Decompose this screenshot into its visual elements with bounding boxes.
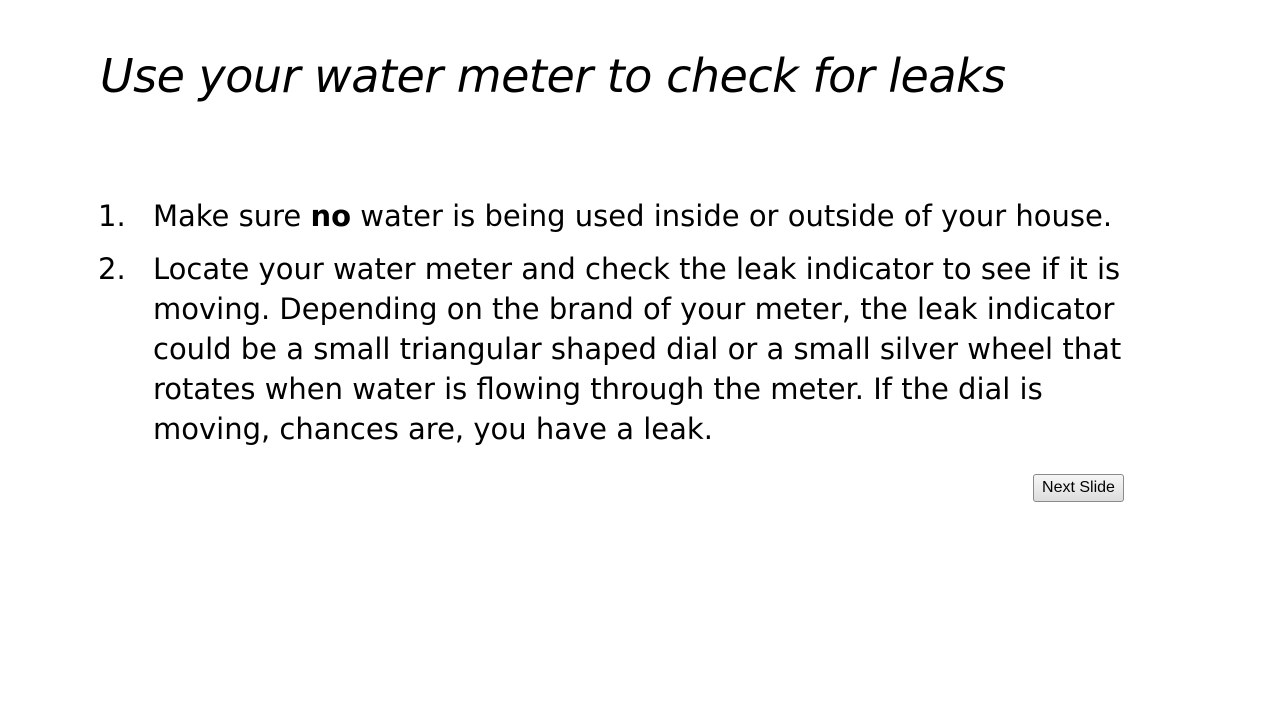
step-text-before: Make sure — [153, 199, 311, 233]
step-number: 2. — [98, 252, 126, 286]
next-slide-button[interactable]: Next Slide — [1033, 474, 1124, 502]
step-emphasis: no — [310, 199, 352, 233]
step-text: Locate your water meter and check the leak indicator to see if it is moving. Depending on the brand of your meter, the leak indicator could be a small triangular shaped dial or a small silver wheel that rotates when water is flowing through the meter. If the dial is moving, chances are, you have a leak. — [153, 252, 1122, 446]
steps-list — [98, 196, 1168, 462]
step-text-after: water is being used inside or outside of your house. — [351, 199, 1113, 233]
slide-title: Use your water meter to check for leaks — [100, 49, 1006, 103]
step-item-1 — [98, 196, 1168, 236]
step-text — [153, 199, 1112, 233]
step-item-2 — [98, 249, 1168, 449]
step-number: 1. — [98, 199, 126, 233]
